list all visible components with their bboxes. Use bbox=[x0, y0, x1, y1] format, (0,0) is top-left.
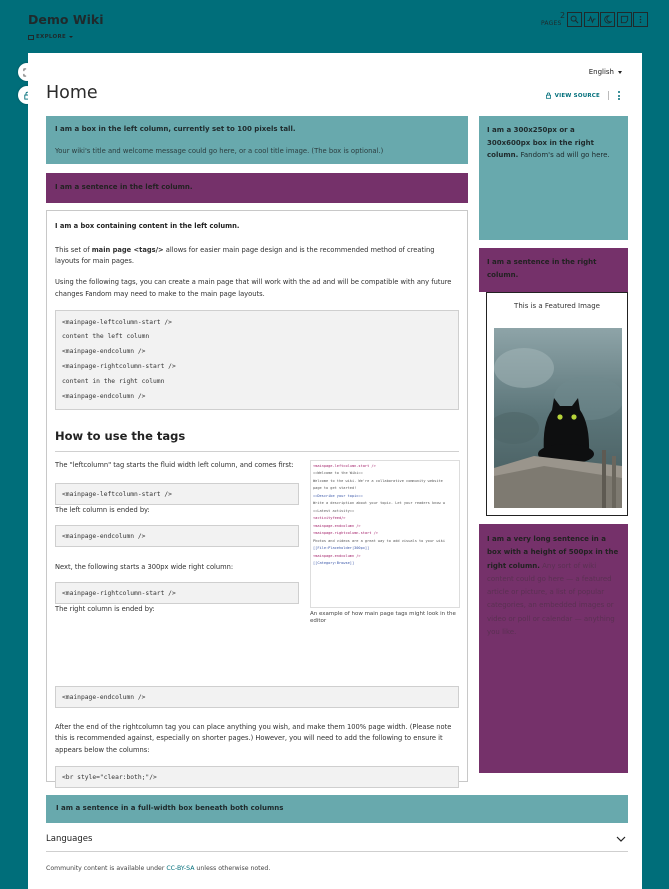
chevron-down-icon bbox=[616, 834, 626, 844]
left-box-subtext: Your wiki's title and welcome message could go here, or a cool title image. (The box is optional.) bbox=[55, 146, 384, 155]
content-paragraph-1: This set of main page <tags/> allows for easier main page design and is the recommended method of creating layouts for main pages. bbox=[55, 245, 435, 266]
explore-icon bbox=[28, 35, 34, 40]
code-snippet: <mainpage-leftcolumn-start /> bbox=[55, 483, 299, 505]
wiki-tools bbox=[567, 12, 650, 27]
right-sentence-box: I am a sentence in the right column. bbox=[479, 248, 628, 292]
recent-activity-button[interactable] bbox=[584, 12, 599, 27]
languages-section[interactable] bbox=[46, 829, 628, 852]
chevron-down-icon bbox=[69, 36, 73, 38]
page-actions-button[interactable] bbox=[618, 91, 620, 100]
page-title: Home bbox=[46, 83, 98, 103]
code-snippet: <br style="clear:both;"/> bbox=[55, 766, 459, 788]
pages-count: 2 bbox=[560, 11, 566, 20]
code-block bbox=[55, 310, 459, 411]
section-heading: How to use the tags bbox=[55, 426, 459, 451]
left-box-heading: I am a box in the left column, currently set to 100 pixels tall. bbox=[55, 125, 296, 133]
divider bbox=[608, 91, 609, 100]
instruction-text: The left column is ended by: bbox=[55, 506, 150, 515]
chevron-down-icon bbox=[618, 71, 622, 74]
wiki-title[interactable]: Demo Wiki bbox=[28, 12, 104, 27]
more-tools-button[interactable] bbox=[633, 12, 648, 27]
thumbnail-caption: An example of how main page tags might look in the editor bbox=[310, 610, 456, 625]
tags-usage-section bbox=[55, 460, 459, 688]
lock-icon bbox=[545, 92, 552, 99]
view-source-label: VIEW SOURCE bbox=[554, 92, 600, 99]
featured-image-box bbox=[486, 292, 628, 516]
license-link[interactable]: CC-BY-SA bbox=[166, 865, 195, 872]
search-icon bbox=[570, 15, 579, 24]
discussions-button[interactable] bbox=[617, 12, 632, 27]
code-line: <mainpage-leftcolumn-start /> bbox=[62, 318, 172, 326]
featured-image-caption: This is a Featured Image bbox=[514, 302, 600, 310]
code-line: <mainpage-endcolumn /> bbox=[62, 392, 146, 400]
right-ad-box: I am a 300x250px or a 300x600px box in the right column. Fandom's ad will go here. bbox=[479, 116, 628, 240]
language-selector[interactable] bbox=[589, 68, 622, 76]
code-line: content the left column bbox=[62, 333, 150, 341]
code-line: <mainpage-rightcolumn-start /> bbox=[62, 362, 176, 370]
theme-toggle-button[interactable] bbox=[600, 12, 615, 27]
content-box-heading: I am a box containing content in the left column. bbox=[55, 222, 240, 230]
code-line: content in the right column bbox=[62, 377, 165, 385]
explore-label: EXPLORE bbox=[36, 34, 67, 40]
left-box-100px bbox=[46, 116, 468, 164]
featured-image-cat[interactable] bbox=[494, 328, 622, 508]
left-sentence-box: I am a sentence in the left column. bbox=[46, 173, 468, 203]
explore-menu[interactable] bbox=[28, 34, 73, 40]
right-long-box: I am a very long sentence in a box with a height of 500px in the right column. Any sort of wiki content could go here — a featured article or picture, a list of popular categories, an embedded images or video or poll or calendar — anything you like. bbox=[479, 524, 628, 773]
wiki-header bbox=[0, 0, 669, 52]
more-icon bbox=[618, 91, 620, 93]
code-snippet: <mainpage-endcolumn /> bbox=[55, 525, 299, 547]
language-label: English bbox=[588, 68, 614, 76]
instruction-text: The "leftcolumn" tag starts the fluid width left column, and comes first: bbox=[55, 460, 294, 469]
full-width-box: I am a sentence in a full-width box beneath both columns bbox=[46, 795, 628, 823]
search-button[interactable] bbox=[567, 12, 582, 27]
code-snippet: <mainpage-endcolumn /> bbox=[55, 686, 459, 708]
license-note: Community content is available under CC-BY-SA unless otherwise noted. bbox=[46, 865, 271, 872]
code-snippet: <mainpage-rightcolumn-start /> bbox=[55, 582, 299, 604]
editor-thumbnail[interactable] bbox=[310, 460, 460, 627]
instruction-text: The right column is ended by: bbox=[55, 604, 155, 613]
languages-label: Languages bbox=[46, 834, 93, 844]
pages-label: PAGES bbox=[541, 20, 562, 27]
code-line: <mainpage-endcolumn /> bbox=[62, 348, 146, 356]
tags-instructions bbox=[55, 460, 299, 616]
view-source-button[interactable] bbox=[545, 92, 600, 99]
content-paragraph-3: After the end of the rightcolumn tag you can place anything you wish, and make them 100% page width. (Please note this is recommended against, especially on shorter pages.) However, you will need to add the following to ensure it appears below the columns: bbox=[55, 722, 452, 754]
discussions-icon bbox=[620, 15, 629, 24]
instruction-text: Next, the following starts a 300px wide right column: bbox=[55, 562, 234, 571]
editor-screenshot: <mainpage-leftcolumn-start /> ==Welcome to the Wiki== Welcome to the wiki. We're a collaborative community website page to get started! ==Describe your topic== Write a description about your topic. Let your readers know w ==Latest activity== <activityfeed/> <mainpage-endcolumn /> <mainpage-rightcolumn-start /> Photos and videos are a great way to add visuals to your wiki [[File:Placeholder|300px]] <mainpage-endcolumn /> [[Category:Browse]] bbox=[310, 460, 460, 608]
article-card bbox=[28, 53, 642, 889]
theme-icon bbox=[603, 15, 612, 24]
left-content-box bbox=[46, 210, 468, 782]
content-paragraph-2: Using the following tags, you can create a main page that will work with the ad and will be compatible with any future changes Fandom may need to make to the main page layouts. bbox=[55, 278, 452, 298]
activity-icon bbox=[587, 15, 596, 24]
more-icon bbox=[636, 15, 645, 24]
